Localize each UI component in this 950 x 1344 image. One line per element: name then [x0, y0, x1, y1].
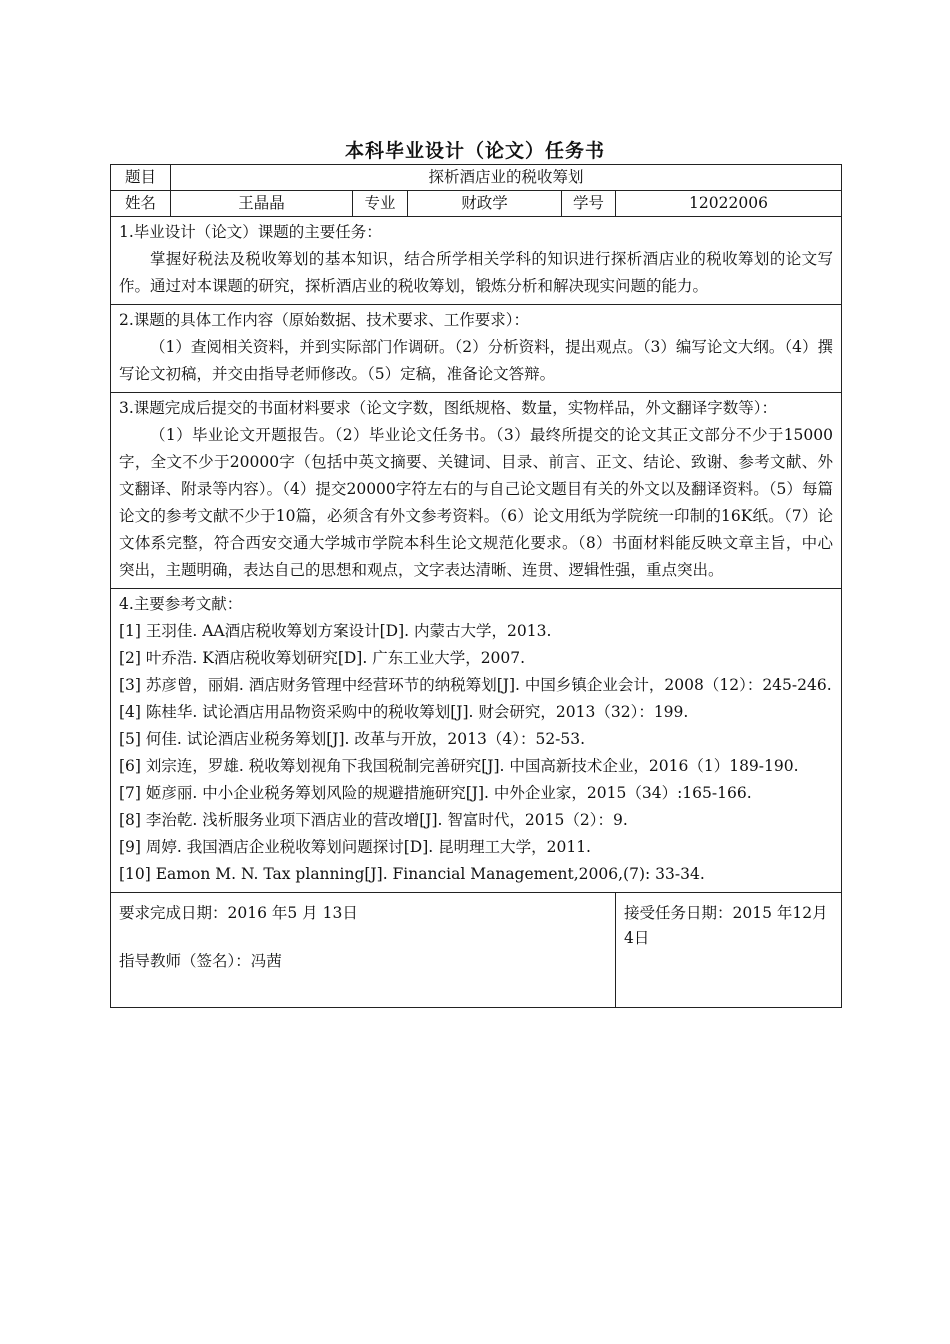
task-form-table — [110, 164, 842, 1008]
student-id-value: 12022006 — [616, 191, 842, 217]
reference-item: [1] 王羽佳. AA酒店税收筹划方案设计[D]. 内蒙古大学，2013. — [119, 622, 552, 640]
section-3-heading: 3.课题完成后提交的书面材料要求（论文字数，图纸规格、数量，实物样品，外文翻译字数等）： — [119, 399, 778, 417]
student-id-label: 学号 — [562, 191, 616, 217]
section-4-heading: 4.主要参考文献： — [119, 595, 243, 613]
reference-item: [9] 周婷. 我国酒店企业税收筹划问题探讨[D]. 昆明理工大学，2011. — [119, 838, 591, 856]
major-value: 财政学 — [408, 191, 562, 217]
name-value: 王晶晶 — [171, 191, 353, 217]
section-1-body: 掌握好税法及税收筹划的基本知识，结合所学相关学科的知识进行探析酒店业的税收筹划的论文写作。通过对本课题的研究，探析酒店业的税收筹划，锻炼分析和解决现实问题的能力。 — [119, 250, 834, 295]
reference-item: [10] Eamon M. N. Tax planning[J]. Financial Management,2006,(7): 33-34. — [119, 865, 705, 883]
footer-right-cell — [616, 893, 842, 1008]
section-submission-requirements — [111, 393, 842, 589]
accept-date: 接受任务日期：2015 年12月 4日 — [624, 904, 828, 947]
reference-item: [2] 叶乔浩. K酒店税收筹划研究[D]. 广东工业大学，2007. — [119, 649, 526, 667]
topic-label: 题目 — [111, 165, 171, 191]
section-2-heading: 2.课题的具体工作内容（原始数据、技术要求、工作要求）： — [119, 311, 530, 329]
name-label: 姓名 — [111, 191, 171, 217]
reference-item: [6] 刘宗连，罗雄. 税收筹划视角下我国税制完善研究[J]. 中国高新技术企业，2016（1）189-190. — [119, 757, 799, 775]
section-main-task — [111, 217, 842, 305]
footer-left-cell — [111, 893, 616, 1008]
section-work-content — [111, 305, 842, 393]
reference-item: [5] 何佳. 试论酒店业税务筹划[J]. 改革与开放，2013（4）：52-53. — [119, 730, 586, 748]
major-label: 专业 — [353, 191, 408, 217]
due-date: 要求完成日期：2016 年5 月 13日 — [119, 904, 358, 922]
section-2-body: （1）查阅相关资料，并到实际部门作调研。（2）分析资料，提出观点。（3）编写论文大纲。（4）撰写论文初稿，并交由指导老师修改。（5）定稿，准备论文答辩。 — [119, 338, 834, 383]
section-references — [111, 589, 842, 893]
reference-item: [7] 姬彦丽. 中小企业税务筹划风险的规避措施研究[J]. 中外企业家，2015（34）:165-166. — [119, 784, 752, 802]
reference-item: [8] 李治乾. 浅析服务业项下酒店业的营改增[J]. 智富时代，2015（2）：9. — [119, 811, 628, 829]
reference-item: [3] 苏彦曾，丽娟. 酒店财务管理中经营环节的纳税筹划[J]. 中国乡镇企业会计，2008（12）：245-246. — [119, 676, 832, 694]
document-title: 本科毕业设计（论文）任务书 — [344, 140, 605, 162]
topic-value: 探析酒店业的税收筹划 — [171, 165, 842, 191]
section-3-body: （1）毕业论文开题报告。（2）毕业论文任务书。（3）最终所提交的论文其正文部分不少于15000字，全文不少于20000字（包括中英文摘要、关键词、目录、前言、正文、结论、致谢、参考文献、外文翻译、附录等内容）。（4）提交20000字符左右的与自己论文题目有关的外文以及翻译资料。（5）每篇论文的参考文献不少于10篇，必须含有外文参考资料。（6）论文用纸为学院统一印制的16K纸。（7）论文体系完整，符合西安交通大学城市学院本科生论文规范化要求。（8）书面材料能反映文章主旨，中心突出，主题明确，表达自己的思想和观点，文字表达清晰、连贯、逻辑性强，重点突出。 — [119, 426, 834, 579]
advisor-signature: 指导教师（签名）：冯茜 — [119, 952, 282, 970]
section-1-heading: 1.毕业设计（论文）课题的主要任务： — [119, 223, 382, 241]
reference-item: [4] 陈桂华. 试论酒店用品物资采购中的税收筹划[J]. 财会研究，2013（32）：199. — [119, 703, 689, 721]
